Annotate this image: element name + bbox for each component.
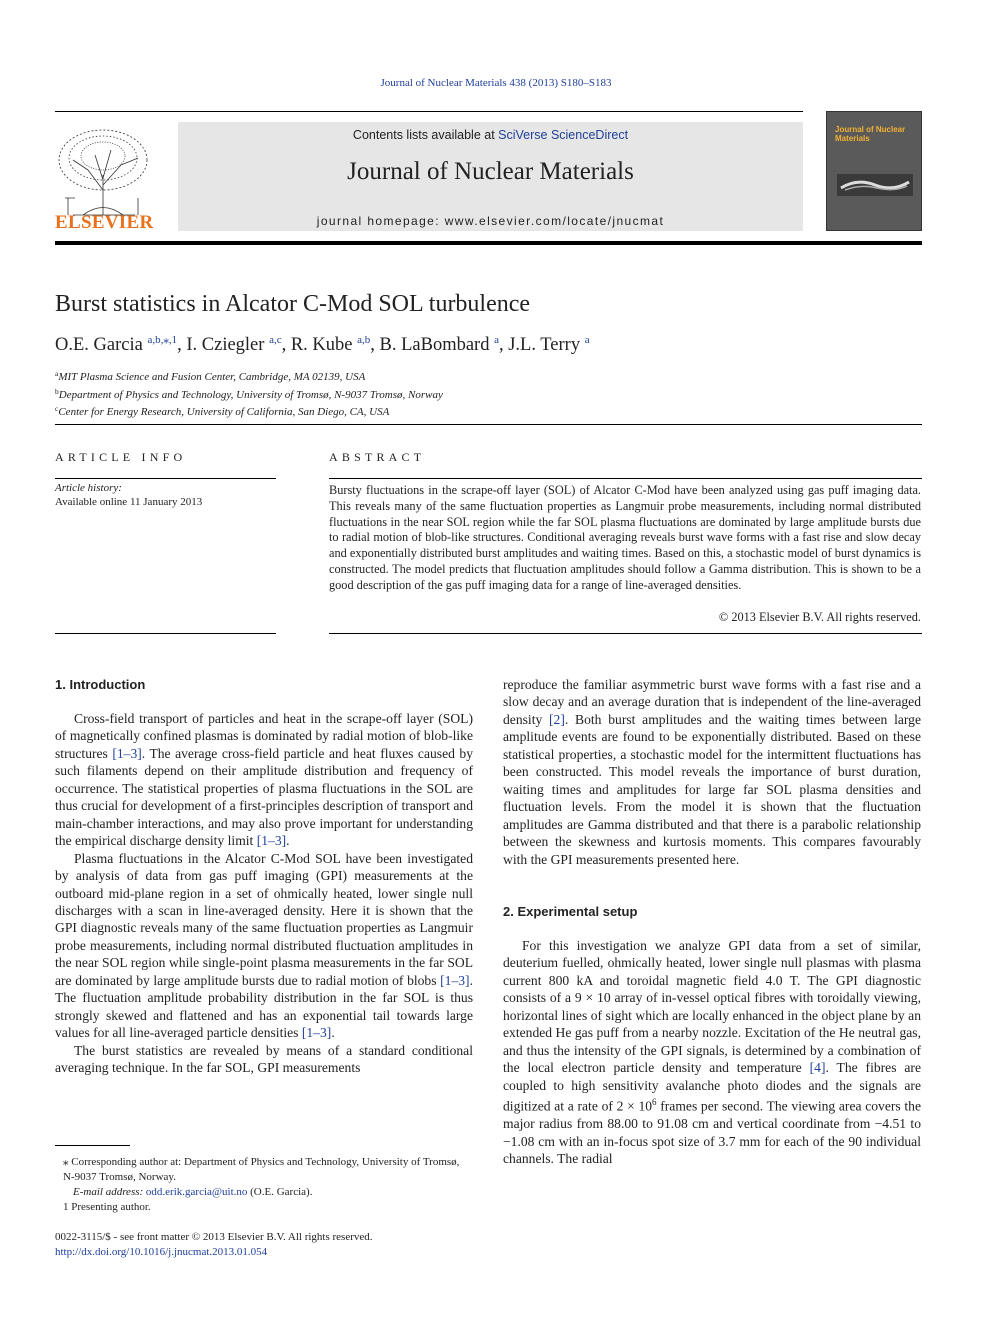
intro-paragraph-1: Cross-field transport of particles and heat in the scrape-off layer (SOL) of magnetically confined plasmas is dominated by radial motion of blob-like structures [1–3]. The average cross-field particle and heat fluxes caused by such filaments depend on their amplitude distribution and frequency of occurrence. The statistical properties of plasma fluctuations in the SOL are thus crucial for development of a first-principles description of transport and main-chamber interactions, and may also prove important for understanding the empirical discharge density limit [1–3].	[55, 711, 473, 849]
author-separator: ,	[281, 335, 291, 355]
affiliation-marker: b	[55, 386, 59, 396]
section-heading-introduction: 1. Introduction	[55, 677, 146, 692]
title-block-rule	[55, 424, 922, 425]
author-name: O.E. Garcia	[55, 335, 148, 355]
journal-title: Journal of Nuclear Materials	[347, 158, 634, 185]
exponent: 6	[652, 1097, 657, 1108]
intro-paragraph-3: The burst statistics are revealed by means of a standard conditional averaging technique. In the far SOL, GPI measurements	[55, 1042, 473, 1076]
citation-link[interactable]: [2]	[549, 711, 565, 727]
intro-paragraph-3-continued: reproduce the familiar asymmetric burst wave forms with a fast rise and a slow decay and an average duration that is independent of the line-averaged density [2]. Both burst amplitudes and the waiting times between large amplitude events are found to be exponentially distributed. Based on these statistical properties, a stochastic model for the intermittent fluctuations has been constructed. This model reveals the importance of burst duration, waiting times and amplitudes for large far SOL plasma densities and fluctuation levels. From the model it is shown that the fluctuation amplitudes are Gamma distributed and that there is a parabolic relationship between the skewness and kurtosis moments. This compares favourably with the GPI measurements presented here.	[503, 677, 922, 867]
header-rule-top	[55, 111, 803, 112]
author-separator: ,	[370, 335, 380, 355]
citation-link[interactable]: [4]	[809, 1060, 826, 1076]
affiliation-row	[55, 402, 443, 420]
body-column-right	[503, 676, 921, 1167]
author-list	[55, 333, 590, 356]
abstract-heading: ABSTRACT	[329, 450, 426, 464]
sciencedirect-link[interactable]: SciVerse ScienceDirect	[498, 128, 629, 142]
affiliation-row	[55, 367, 443, 385]
doi-link[interactable]: http://dx.doi.org/10.1016/j.jnucmat.2013.01.054	[55, 1246, 268, 1258]
author-name: I. Cziegler	[186, 335, 270, 355]
author-affiliation-marker[interactable]: a	[584, 334, 590, 346]
affiliation-list	[55, 367, 443, 420]
affiliation-marker: a	[55, 369, 59, 378]
author-separator: ,	[177, 335, 187, 355]
footnote-presenting-author: 1 Presenting author.	[63, 1201, 151, 1213]
citation-link[interactable]: [1–3]	[301, 1025, 332, 1041]
article-title: Burst statistics in Alcator C-Mod SOL turbulence	[55, 291, 531, 317]
journal-banner	[178, 122, 803, 231]
journal-cover-thumbnail[interactable]	[826, 111, 922, 231]
author-affiliation-marker[interactable]: a	[494, 334, 499, 346]
journal-homepage: journal homepage: www.elsevier.com/locate/jnucmat	[316, 214, 665, 228]
affiliation-text: Center for Energy Research, University of California, San Diego, CA, USA	[58, 406, 390, 418]
abstract-text: Bursty fluctuations in the scrape-off layer (SOL) of Alcator C-Mod have been analyzed using gas puff imaging data. This reveals many of the same fluctuation properties as Langmuir probe measurements, including normal distributed fluctuations in the near SOL region while the far SOL plasma fluctuations are dominated by large amplitude bursts due to radial motion of blob-like structures. Conditional averaging reveals burst wave forms with a fast rise and slow decay and exponentially distributed burst amplitudes and waiting times. Based on this, a stochastic model of burst dynamics is constructed. The model predicts that fluctuation amplitudes should follow a Gamma distribution. This is shown to be a good description of the gas puff imaging data for a range of line-averaged densities.	[329, 483, 921, 592]
header-rule-bottom	[55, 241, 922, 245]
abstract-copyright: © 2013 Elsevier B.V. All rights reserved.	[718, 610, 921, 624]
abstract-rule-bottom	[329, 633, 922, 634]
author-name: J.L. Terry	[508, 335, 585, 355]
author-affiliation-marker[interactable]: a,b	[357, 334, 371, 346]
affiliation-marker: c	[55, 404, 59, 413]
elsevier-wordmark: ELSEVIER	[55, 212, 154, 233]
footnotes	[55, 1155, 473, 1215]
homepage-link[interactable]: www.elsevier.com/locate/jnucmat	[444, 214, 665, 228]
citation-link[interactable]: [1–3]	[440, 972, 470, 988]
author-affiliation-marker[interactable]: a,b,⁎,1	[147, 334, 178, 346]
setup-paragraph-1: For this investigation we analyze GPI data from a set of similar, deuterium fuelled, ohmically heated, lower single null plasmas with plasma current 800 kA and toroidal magnetic field 4.0 T. The GPI diagnostic consists of a 9 × 10 array of in-vessel optical fibres with toroidally viewing, horizontal lines of sight which are locally enhanced in the object plane by an extended He gas puff from a nearby nozzle. Excitation of the He neutral gas, and thus the intensity of the GPI signals, is determined by a combination of the local electron particle density and temperature [4]. The fibres are coupled to high sensitivity avalanche photo diodes and the signals are digitized at a rate of $2 \times 10^6$ frames per second. The viewing area covers the major radius from 88.00 to 91.08 cm and vertical coordinate from −4.51 to −1.08 cm with an in-focus spot size of 3.7 mm for each of the 90 individual channels. The radial	[503, 937, 922, 1166]
author-separator: ,	[498, 335, 509, 355]
footnote-email: E-mail address: odd.erik.garcia@uit.no (O.E. Garcia).	[73, 1186, 313, 1198]
citation-link[interactable]: [1–3]	[256, 833, 287, 849]
intro-paragraph-2: Plasma fluctuations in the Alcator C-Mod SOL have been investigated by analysis of data from gas puff imaging (GPI) measurements at the outboard mid-plane region in a set of ohmically heated, lower single null discharges with a scan in line-averaged density. Here it is shown that the GPI diagnostic reveals many of the same fluctuation properties as Langmuir probe measurements, including normal distributed fluctuation amplitudes in the near SOL region while single-point plasma measurements in the far SOL are dominated by large amplitude bursts due to radial motion of blobs [1–3]. The fluctuation amplitude probability distribution in the far SOL is thus strongly skewed and flattened and has an exponential tail towards large values for all line-averaged particle densities [1–3].	[55, 850, 473, 1041]
citation-link[interactable]: [1–3]	[112, 745, 142, 761]
cover-image	[837, 174, 913, 196]
author-affiliation-marker[interactable]: a,c	[269, 334, 282, 346]
available-online-date: Available online 11 January 2013	[55, 496, 203, 508]
affiliation-text: MIT Plasma Science and Fusion Center, Cambridge, MA 02139, USA	[58, 371, 366, 383]
affiliation-row	[55, 385, 443, 403]
footnote-corresponding-author: ⁎ Corresponding author at: Department of Physics and Technology, University of Tromsø, N-9037 Tromsø, Norway.	[63, 1156, 460, 1183]
cover-title: Journal of Nuclear Materials	[835, 125, 906, 143]
body-column-left	[55, 676, 473, 1077]
footnote-rule	[55, 1145, 130, 1146]
article-info-rule-top	[55, 478, 276, 479]
email-link[interactable]: odd.erik.garcia@uit.no	[145, 1186, 248, 1198]
article-info-heading: ARTICLE INFO	[55, 450, 187, 464]
affiliation-text: Department of Physics and Technology, University of Tromsø, N-9037 Tromsø, Norway	[58, 388, 443, 401]
author-name: B. LaBombard	[379, 335, 495, 355]
issn-line: 0022-3115/$ - see front matter © 2013 Elsevier B.V. All rights reserved.	[55, 1231, 373, 1243]
contents-line: Contents lists available at SciVerse ScienceDirect	[352, 128, 629, 142]
article-history-label: Article history:	[55, 482, 122, 494]
section-heading-experimental-setup: 2. Experimental setup	[503, 903, 638, 919]
abstract-rule-top	[329, 478, 922, 479]
author-name: R. Kube	[290, 335, 358, 355]
article-info-rule-bottom	[55, 633, 276, 634]
bottom-metadata	[55, 1230, 373, 1260]
journal-reference-link[interactable]: Journal of Nuclear Materials 438 (2013) S180–S183	[380, 77, 612, 89]
